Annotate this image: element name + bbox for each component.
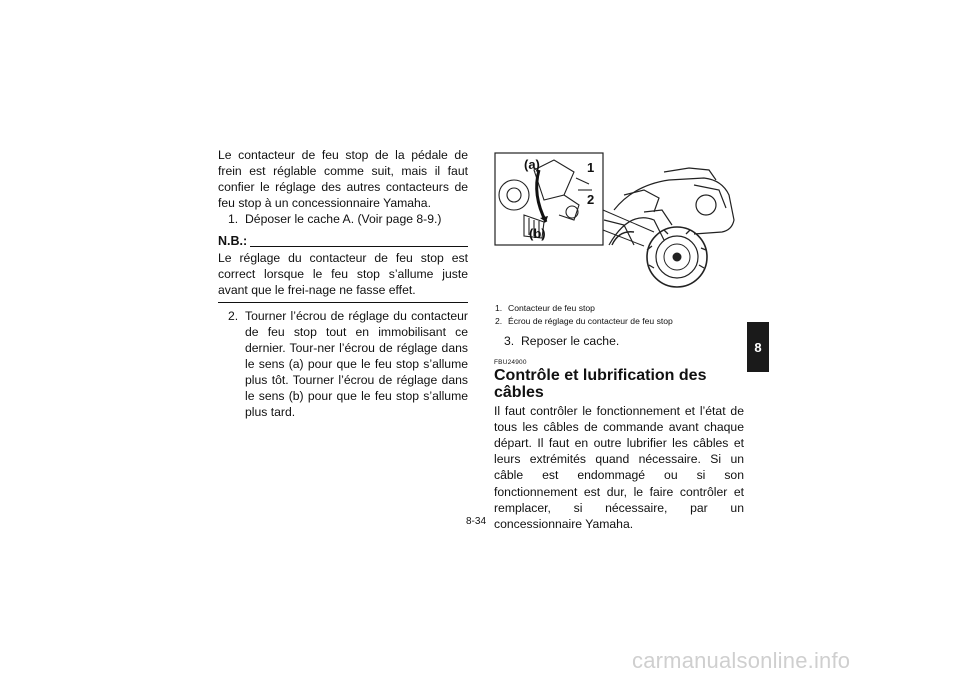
caption-item [494, 302, 744, 315]
left-column [218, 147, 468, 421]
right-column [494, 150, 744, 532]
note-label: N.B.: [218, 234, 248, 249]
figure-captions [494, 302, 744, 328]
caption-number: 2. [495, 316, 503, 326]
direction-label-b: (b) [529, 226, 546, 241]
note-rule [250, 246, 468, 247]
section-title: Contrôle et lubrification des câbles [494, 367, 707, 402]
caption-text: Écrou de réglage du contacteur de feu stop [508, 316, 673, 326]
watermark: carmanualsonline.info [632, 648, 851, 673]
caption-text: Contacteur de feu stop [508, 303, 595, 313]
callout-1: 1 [587, 160, 595, 175]
step-number: 1. [228, 212, 239, 227]
caption-item [494, 315, 744, 328]
step-number: 2. [228, 308, 239, 323]
step-1 [218, 211, 468, 227]
step-text: Tourner l’écrou de réglage du contacteur de feu stop tout en immobilisant ce dernier. Tour-ner l’écrou de réglage dans le sens (a) pour que le feu stop s’allume plus tôt. Tourner l’écrou de réglage dans le sens (b) pour que le feu stop s’allume plus tard. [245, 308, 468, 420]
callout-2: 2 [587, 192, 595, 207]
step-number: 3. [504, 334, 515, 348]
note-text: Le réglage du contacteur de feu stop est correct lorsque le feu stop s’allume juste avant que le frei-nage ne fasse effet. [218, 250, 468, 297]
step-2 [218, 308, 468, 421]
section-code: FBU24900 [494, 359, 527, 367]
direction-label-a: (a) [524, 157, 540, 172]
atv-illustration [494, 150, 744, 292]
intro-paragraph: Le contacteur de feu stop de la pédale de frein est réglable comme suit, mais il faut confier le réglage des autres contacteurs de feu stop à un concessionnaire Yamaha. [218, 148, 468, 211]
brake-switch-illustration [494, 150, 744, 292]
note-header [218, 233, 468, 249]
chapter-tab: 8 [747, 322, 769, 372]
step-text: Déposer le cache A. (Voir page 8-9.) [245, 212, 442, 227]
page-number: 8-34 [466, 516, 487, 527]
step-3 [494, 333, 744, 349]
caption-number: 1. [495, 303, 503, 313]
section-body: Il faut contrôler le fonctionnement et l’état de tous les câbles de commande avant chaque départ. Il faut en outre lubrifier les câbles et leurs extrémités quand nécessaire. Si un câble est endommagé ou si son fonctionnement est dur, le faire contrôler et remplacer, si nécessaire, par un concessionnaire Yamaha. [494, 404, 744, 531]
step-text: Reposer le cache. [521, 334, 620, 348]
note-end-rule [218, 302, 468, 303]
